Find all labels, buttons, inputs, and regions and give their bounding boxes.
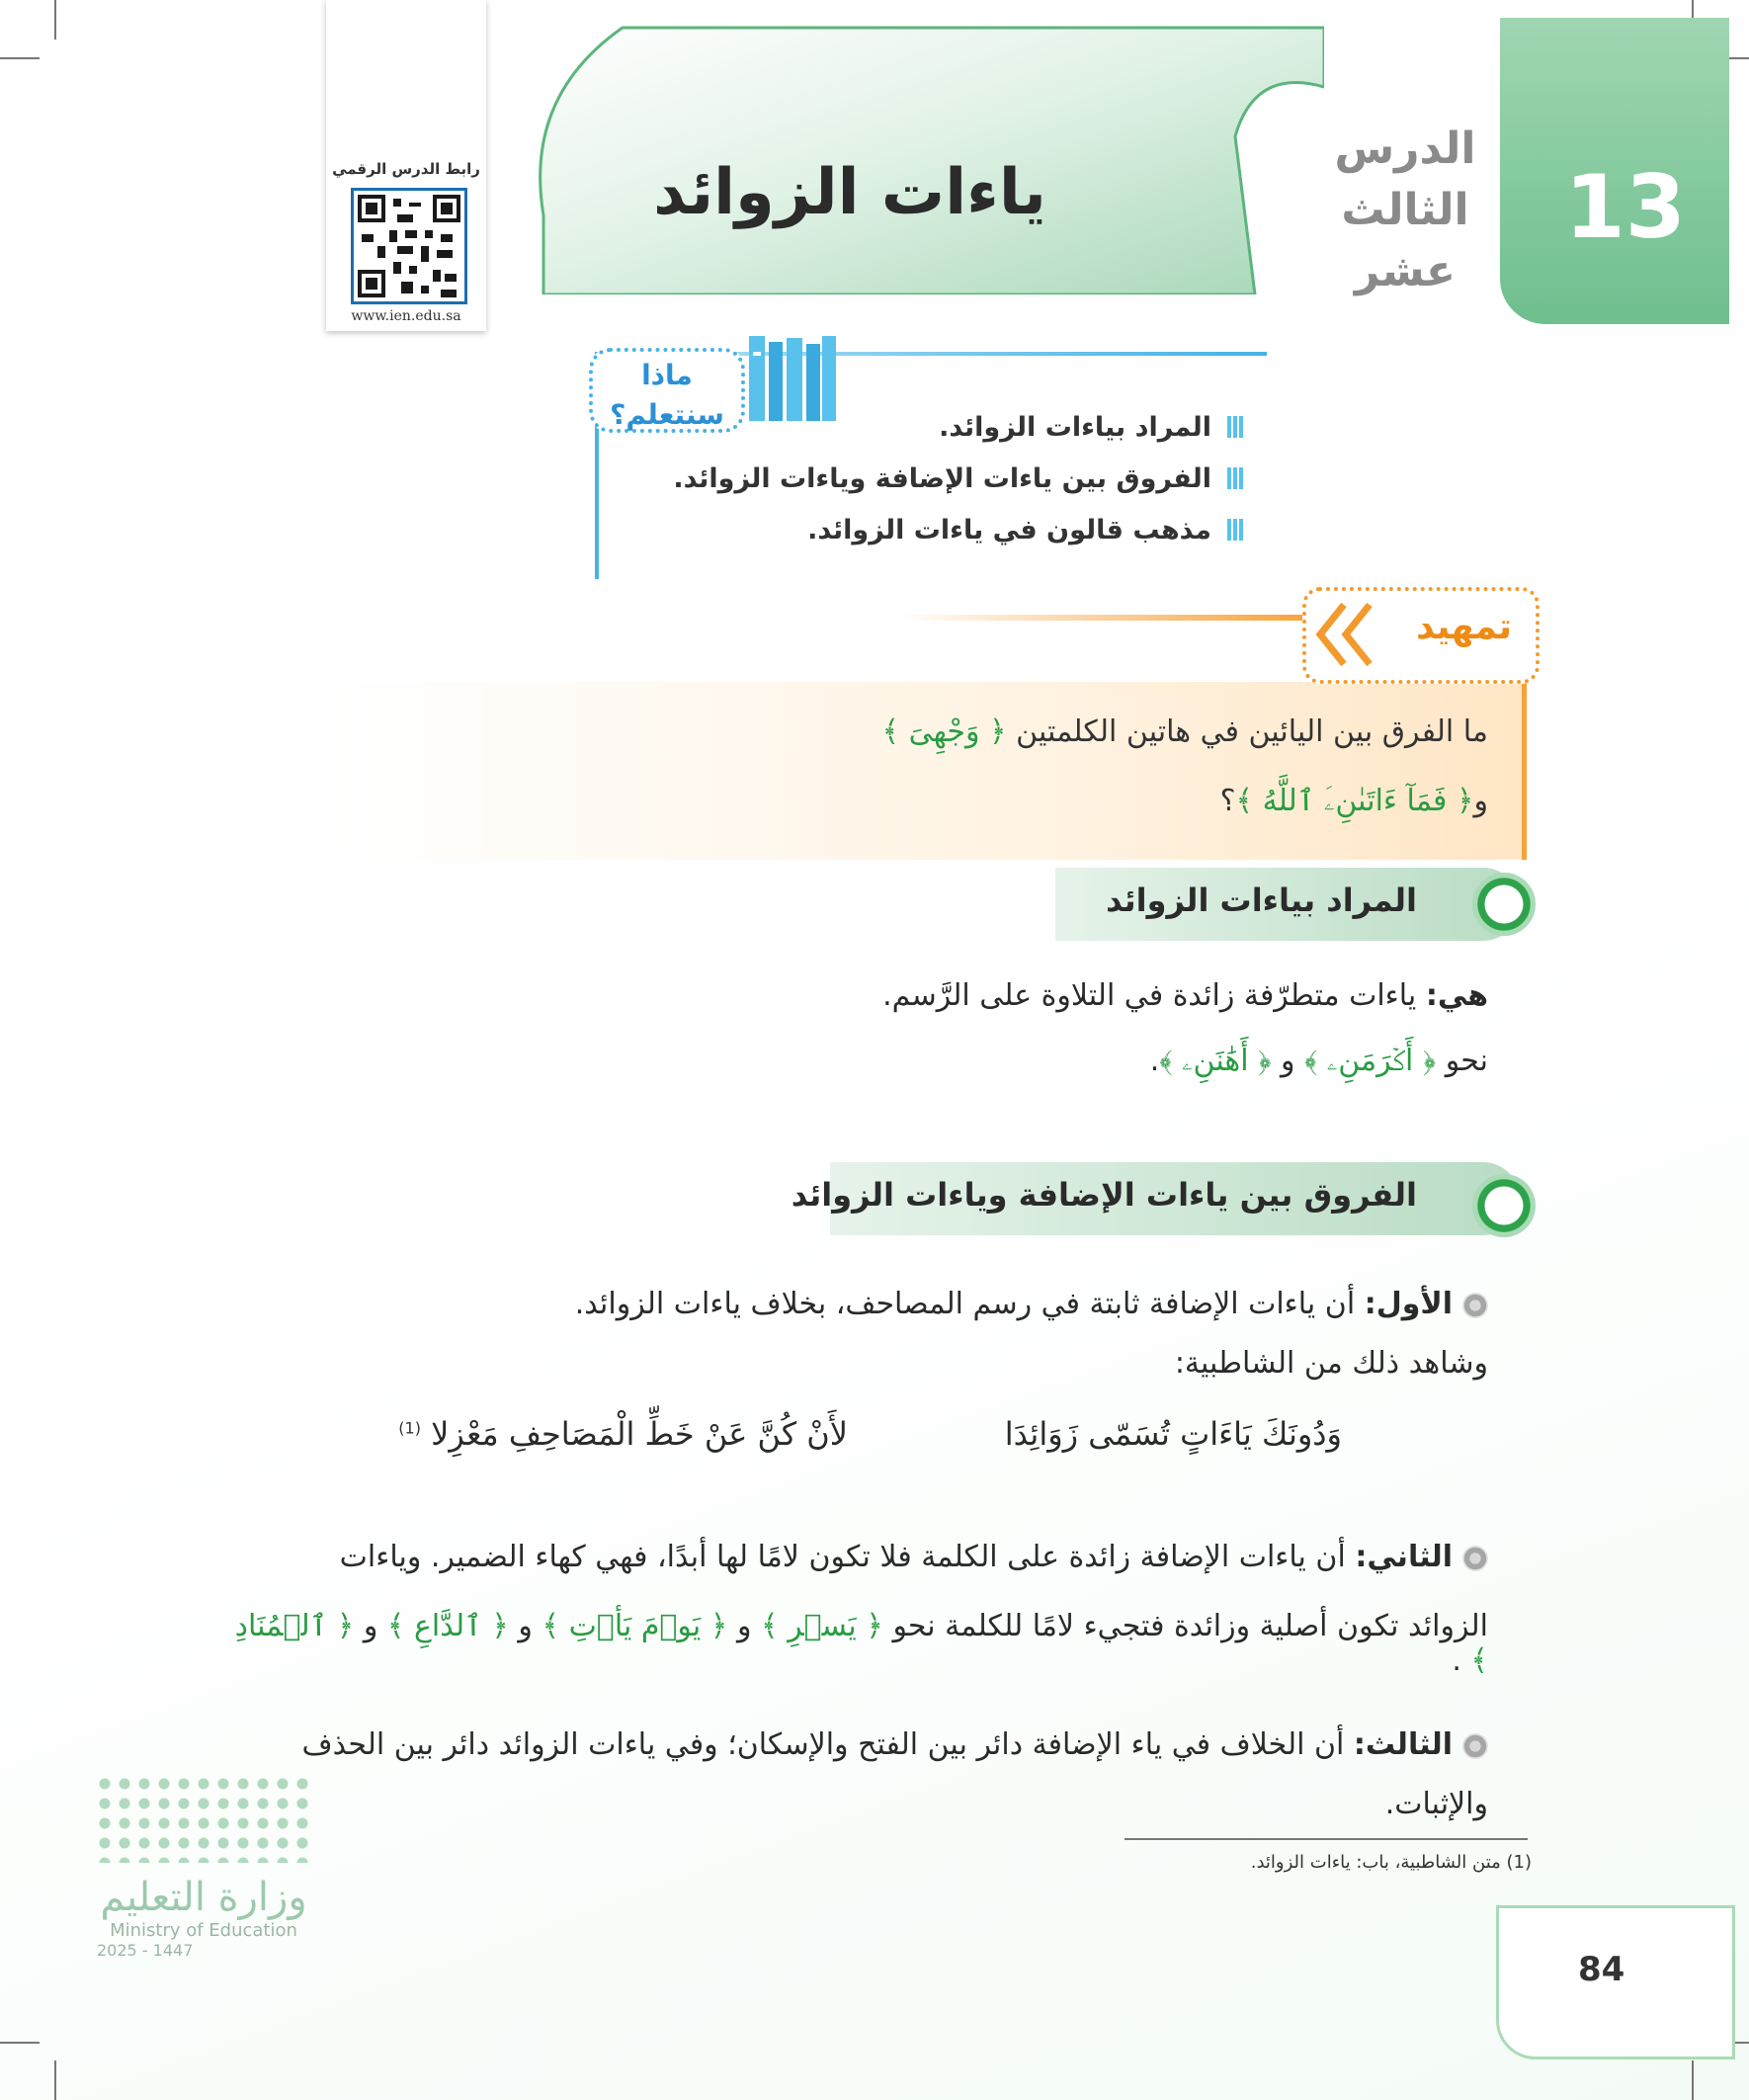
lesson-label-line: الدرس: [1334, 124, 1476, 174]
evidence-line: وشاهد ذلك من الشاطبية:: [1174, 1346, 1488, 1381]
ministry-year: 2025 - 1447: [97, 1941, 194, 1960]
verse-left-text: لأَنْ كُنَّ عَنْ خَطِّ الْمَصَاحِفِ مَعْزِلا: [431, 1415, 848, 1453]
lesson-label: [1318, 119, 1492, 302]
gear-bullet-icon: [1462, 1293, 1488, 1318]
conjunction: و: [1473, 784, 1488, 818]
quran-word: ﴿ وَجْهِىَ ﴾: [881, 714, 1007, 749]
quran-word: ﴿ يَسۡرِ ﴾: [760, 1609, 883, 1643]
lesson-number-tab: [1500, 18, 1729, 324]
quran-word: ﴿ فَمَآ ءَاتَىٰنِۦَ ٱللَّهُ ﴾: [1235, 784, 1474, 818]
objective-text: المراد بياءات الزوائد.: [939, 411, 1211, 443]
objective-item: [632, 504, 1245, 555]
difference-second-cont: [223, 1609, 1488, 1678]
definition-text: ياءات متطرّفة زائدة في التلاوة على الرَّسم.: [882, 978, 1417, 1013]
quran-word: ﴿ أَكۡرَمَنِۦ ﴾: [1303, 1044, 1437, 1078]
objective-item: [632, 401, 1245, 453]
ornament-badge-icon: [1472, 873, 1536, 936]
objective-text: مذهب قالون في ياءات الزوائد.: [807, 514, 1211, 546]
footnote-divider: [1124, 1838, 1528, 1840]
period: .: [1149, 1044, 1160, 1078]
book-bullet-icon: [1227, 416, 1245, 438]
qr-code[interactable]: [351, 188, 467, 304]
difference-third: [213, 1727, 1488, 1762]
crop-mark: [1692, 2060, 1694, 2100]
qr-card[interactable]: [326, 0, 486, 331]
difference-label: الثاني:: [1355, 1540, 1453, 1574]
section-title: المراد بياءات الزوائد: [1106, 882, 1417, 919]
intro-text: [401, 698, 1488, 836]
ministry-name-en: Ministry of Education: [110, 1920, 297, 1941]
crop-mark: [54, 0, 56, 40]
chevrons-icon: [1314, 599, 1385, 670]
qr-url[interactable]: www.ien.edu.sa: [351, 308, 461, 324]
question-mark: ؟: [1219, 784, 1236, 818]
intro-tag: [1302, 587, 1540, 684]
difference-text: أن الخلاف في ياء الإضافة دائر بين الفتح والإسكان؛ وفي ياءات الزوائد دائر بين الحذف: [301, 1727, 1345, 1762]
conjunction: و: [363, 1609, 378, 1643]
period: .: [1452, 1643, 1461, 1678]
difference-text: أن ياءات الإضافة زائدة على الكلمة فلا تكون لامًا لها أبدًا، فهي كهاء الضمير. وياءات: [339, 1540, 1346, 1574]
difference-first: [253, 1287, 1488, 1321]
intro-line-1: [401, 698, 1488, 767]
crop-mark: [0, 2042, 40, 2044]
title-banner: [504, 18, 1324, 294]
conjunction: و: [1280, 1044, 1295, 1078]
section-header: [1055, 868, 1520, 941]
gear-bullet-icon: [1462, 1546, 1488, 1571]
section-title: الفروق بين ياءات الإضافة وياءات الزوائد: [791, 1176, 1417, 1214]
book-bullet-icon: [1227, 467, 1245, 489]
difference-label: الأول:: [1364, 1287, 1453, 1321]
objective-item: [632, 453, 1245, 504]
ornament-badge-icon: [1472, 1174, 1536, 1237]
conjunction: و: [736, 1609, 752, 1643]
lesson-label-line: عشر: [1354, 246, 1457, 296]
conjunction: و: [518, 1609, 533, 1643]
verse-left: [398, 1415, 848, 1453]
quran-word: ﴿ ٱلۡمُنَادِ ﴾: [234, 1609, 1488, 1678]
objectives-title-line: ماذا: [641, 359, 693, 391]
example-prefix: نحو: [1445, 1044, 1488, 1078]
crop-mark: [54, 2060, 56, 2100]
objective-text: الفروق بين ياءات الإضافة وياءات الزوائد.: [673, 462, 1211, 494]
page-number: 84: [1578, 1950, 1625, 1989]
gear-bullet-icon: [1462, 1733, 1488, 1759]
intro-line: [897, 615, 1312, 621]
page-number-box: [1496, 1905, 1735, 2059]
definition-label: هي:: [1425, 978, 1488, 1013]
page-title: ياءات الزوائد: [653, 156, 1046, 229]
quran-word: ﴿ يَوۡمَ يَأۡتِ ﴾: [541, 1609, 728, 1643]
difference-label: الثالث:: [1353, 1727, 1453, 1762]
difference-second: [223, 1540, 1488, 1574]
section-header: [791, 1162, 1520, 1235]
quran-word: ﴿ ٱلدَّاعِ ﴾: [386, 1609, 509, 1643]
objectives-list: [632, 401, 1245, 555]
difference-third-cont: والإثبات.: [1384, 1787, 1488, 1821]
intro-line-2: [401, 767, 1488, 836]
quran-word: ﴿ أَهَٰنَنِۦ ﴾: [1159, 1044, 1272, 1078]
footnote-ref: (1): [398, 1418, 421, 1438]
ministry-dots-icon: [95, 1774, 312, 1863]
ministry-logo: [95, 1774, 312, 1981]
lesson-number: 13: [1564, 156, 1686, 258]
difference-text: أن ياءات الإضافة ثابتة في رسم المصاحف، بخلاف ياءات الزوائد.: [574, 1287, 1356, 1321]
verse-right: وَدُونَكَ يَاءَاتٍ تُسَمّى زَوَائِدَا: [1004, 1415, 1342, 1453]
section1-examples: [253, 1044, 1488, 1078]
ministry-name-ar: وزارة التعليم: [100, 1875, 307, 1920]
crop-mark: [0, 57, 40, 59]
difference-text: الزوائد تكون أصلية وزائدة فتجيء لامًا للكلمة نحو: [892, 1609, 1488, 1643]
qr-label: رابط الدرس الرقمي: [332, 160, 480, 178]
qr-pattern: [354, 191, 464, 301]
objectives-title-line: سنتعلم؟: [610, 398, 724, 431]
book-bullet-icon: [1227, 519, 1245, 541]
intro-label: تمهيد: [1416, 607, 1512, 647]
lesson-label-line: الثالث: [1341, 185, 1469, 235]
footnote: (1) متن الشاطبية، باب: ياءات الزوائد.: [1250, 1852, 1532, 1873]
intro-question: ما الفرق بين اليائين في هاتين الكلمتين: [1016, 714, 1488, 749]
section1-definition: [253, 978, 1488, 1013]
